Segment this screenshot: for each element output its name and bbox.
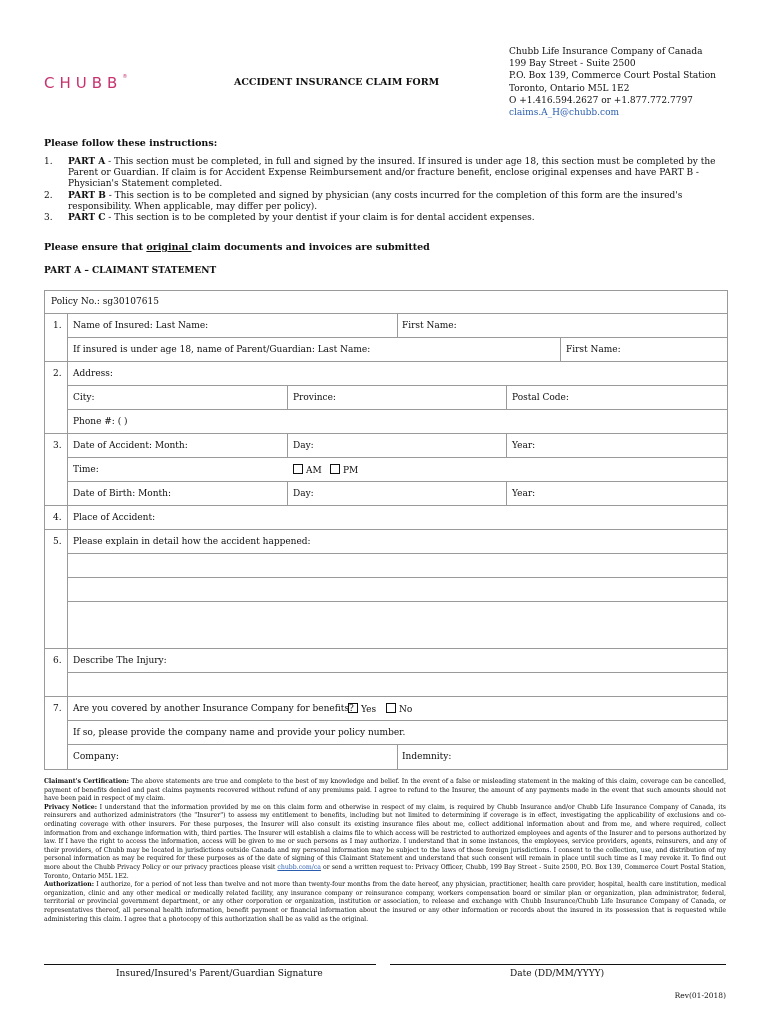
q3-number: 3. xyxy=(53,441,62,451)
birth-month-field[interactable]: Date of Birth: Month: xyxy=(73,489,171,499)
claimant-certification: Claimant's Certification: The above statements are true and complete to the best of my knowledge and belief. In the event of a false or misleading statement in the making of this claim, coverage can be cancelled, payment of benefits denied and past claims payments recovered without refund of any premiums paid. I agree to refund to the Insurer, the amount of any payments made in the event that such amounts should not have been paid in respect of my claim. xyxy=(44,778,726,803)
guardian-last-name-field[interactable]: If insured is under age 18, name of Parent/Guardian: Last Name: xyxy=(73,345,371,355)
accident-day-field[interactable]: Day: xyxy=(293,441,314,451)
injury-description-field[interactable]: Describe The Injury: xyxy=(73,656,167,666)
birth-day-field[interactable]: Day: xyxy=(293,489,314,499)
date-label: Date (DD/MM/YYYY) xyxy=(510,969,605,979)
other-coverage-instruction: If so, please provide the company name and provide your policy number. xyxy=(73,728,406,738)
no-option[interactable]: No xyxy=(386,703,412,715)
city-field[interactable]: City: xyxy=(73,393,95,403)
privacy-link[interactable]: chubb.com/ca xyxy=(277,863,321,871)
insured-last-name-field[interactable]: Name of Insured: Last Name: xyxy=(73,321,209,331)
address-line: P.O. Box 139, Commerce Court Postal Station xyxy=(509,71,716,82)
province-field[interactable]: Province: xyxy=(293,393,336,403)
instruction-item: 3. PART C - This section is to be completed by your dentist if your claim is for dental accident expenses. xyxy=(44,213,535,224)
legal-text xyxy=(44,778,726,924)
address-line: Chubb Life Insurance Company of Canada xyxy=(509,47,703,57)
instructions-list xyxy=(44,157,724,224)
claimant-statement-form xyxy=(44,290,728,770)
guardian-first-name-field[interactable]: First Name: xyxy=(566,345,621,355)
instructions-heading: Please follow these instructions: xyxy=(44,138,218,149)
indemnity-field[interactable]: Indemnity: xyxy=(402,752,452,762)
q7-number: 7. xyxy=(53,704,62,714)
am-option[interactable]: AM xyxy=(293,464,322,476)
q6-number: 6. xyxy=(53,656,62,666)
signature-label: Insured/Insured's Parent/Guardian Signature xyxy=(116,969,323,979)
pm-checkbox[interactable] xyxy=(330,464,340,474)
address-line: 199 Bay Street - Suite 2500 xyxy=(509,59,636,70)
policy-number: Policy No.: sg30107615 xyxy=(51,297,159,307)
revision-label: Rev(01-2018) xyxy=(674,991,726,1000)
form-title: ACCIDENT INSURANCE CLAIM FORM xyxy=(234,77,440,88)
q2-number: 2. xyxy=(53,369,62,379)
q1-number: 1. xyxy=(53,321,62,331)
date-line[interactable] xyxy=(390,964,726,965)
yes-checkbox[interactable] xyxy=(348,703,358,713)
accident-year-field[interactable]: Year: xyxy=(512,441,536,451)
accident-month-field[interactable]: Date of Accident: Month: xyxy=(73,441,188,451)
chubb-logo: CHUBB® xyxy=(44,74,128,92)
signature-line[interactable] xyxy=(44,964,376,965)
other-coverage-question: Are you covered by another Insurance Company for benefits? xyxy=(73,704,354,714)
address-line: Toronto, Ontario M5L 1E2 xyxy=(509,83,630,94)
insured-first-name-field[interactable]: First Name: xyxy=(402,321,457,331)
email-link[interactable]: claims.A_H@chubb.com xyxy=(509,108,620,119)
q5-number: 5. xyxy=(53,537,62,547)
company-address xyxy=(509,46,716,119)
q4-number: 4. xyxy=(53,513,62,523)
am-checkbox[interactable] xyxy=(293,464,303,474)
part-a-heading: PART A – CLAIMANT STATEMENT xyxy=(44,266,217,276)
instruction-item: 1. PART A - This section must be completed, in full and signed by the insured. If insured is under age 18, this section must be completed by the Parent or Guardian. If claim is for Accident Expense Reimbursement and/or fracture benefit, enclose original expenses and have PART B - Physician's Statement completed. xyxy=(44,157,716,190)
place-of-accident-field[interactable]: Place of Accident: xyxy=(73,513,156,523)
time-field[interactable]: Time: xyxy=(73,465,99,475)
phone-line: O +1.416.594.2627 or +1.877.772.7797 xyxy=(509,95,693,106)
instruction-item: 2. PART B - This section is to be completed and signed by physician (any costs incurred for the completion of this form are the insured's responsibility. When applicable, may differ per policy). xyxy=(44,190,683,212)
phone-field[interactable]: Phone #: ( ) xyxy=(73,417,128,427)
original-documents-note: Please ensure that original claim documents and invoices are submitted xyxy=(44,242,430,253)
pm-option[interactable]: PM xyxy=(330,464,358,476)
authorization: Authorization: I authorize, for a period of not less than twelve and not more than twenty-four months from the date hereof, any physician, practitioner, health care provider, hospital, health care institution, medical organization, clinic and any other medical or medically related facility, any insurance company or reinsurance company, workers compensation board or similar plan or organization, plan administrator, federal, territorial or provincial government department, or any other corporation or organization, institution or association, to release and exchange with Chubb Insurance/Chubb Life Insurance Company of Canada, or representatives thereof, all personal health information, benefit payment or financial information about the insured or any other information or records about the insured in its possession that is requested while administering this claim. I agree that a photocopy of this authorization shall be as valid as the original. xyxy=(44,881,726,923)
yes-option[interactable]: Yes xyxy=(348,703,376,715)
postal-code-field[interactable]: Postal Code: xyxy=(512,393,569,403)
address-field[interactable]: Address: xyxy=(73,369,113,379)
privacy-notice: Privacy Notice: I understand that the information provided by me on this claim form and otherwise in respect of my claim, is required by Chubb Insurance and/or Chubb Life Insurance Company of Canada, its reinsurers and authorized administrators (the "Insurer") to assess my entitlement to benefits, including but not limited to determining if coverage is in effect, investigating the applicability of exclusions and co-ordinating coverage with other insurers. For these purposes, the Insurer will also consult its existing insurance files about me, collect additional information about and from me, and where required, collect information from and exchange information with, third parties. The Insurer will establish a claims file to which access will be restricted to authorized employees and agents of the Insurer and to persons authorized by law. If I have the right to access the information, access will be given to me or such persons as I may authorize. I understand that in some instances, the employees, service providers, agents, reinsurers, and any of their providers, of Chubb may be located in jurisdictions outside Canada and my personal information may be subject to the laws of those foreign jurisdictions. I consent to the collection, use, and distribution of my personal information as may be required for these purposes as of the date of signing of this Claimant Statement and understand that such consent will remain in place until such time as I may revoke it. To find out more about the Chubb Privacy Policy or our privacy practices please visit chubb.com/ca or send a written request to: Privacy Officer, Chubb, 199 Bay Street - Suite 2500, P.O. Box 139, Commerce Court Postal Station, Toronto, Ontario M5L 1E2. xyxy=(44,803,726,880)
no-checkbox[interactable] xyxy=(386,703,396,713)
birth-year-field[interactable]: Year: xyxy=(512,489,536,499)
company-field[interactable]: Company: xyxy=(73,752,119,762)
accident-explanation-field[interactable]: Please explain in detail how the accident happened: xyxy=(73,537,311,547)
